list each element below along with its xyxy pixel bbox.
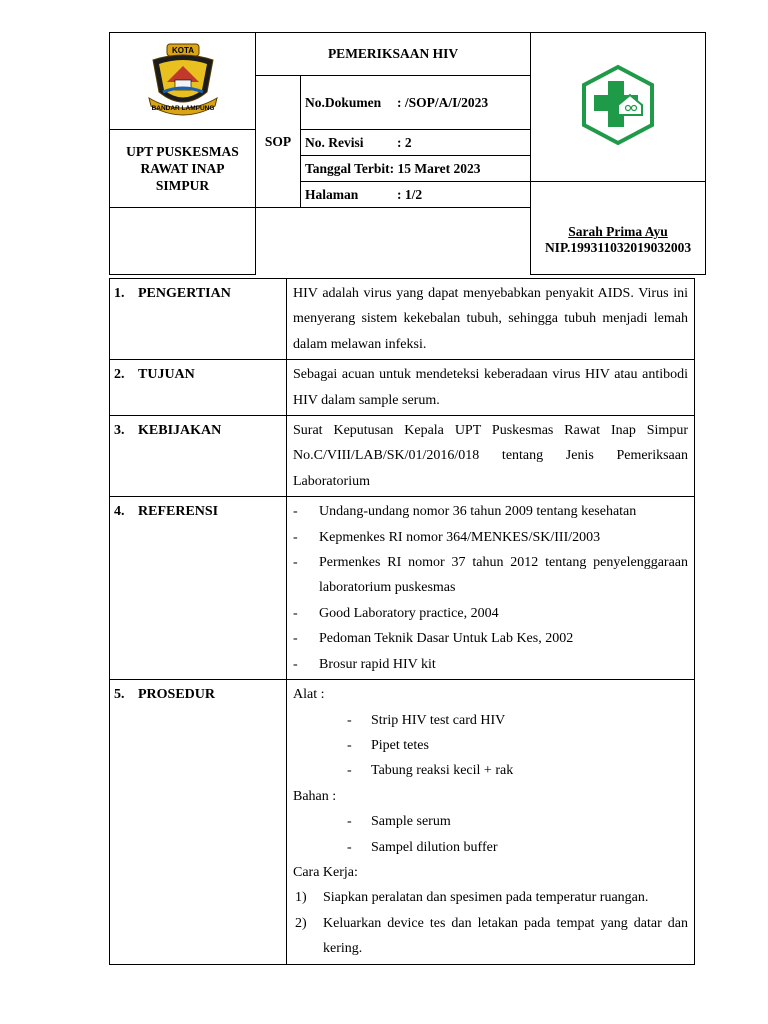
- svg-text:BANDAR LAMPUNG: BANDAR LAMPUNG: [151, 104, 214, 112]
- section-kebijakan: [110, 416, 695, 497]
- sop-label: SOP: [256, 76, 301, 208]
- section-content: [287, 497, 695, 680]
- meta-value: : /SOP/A/I/2023: [397, 94, 489, 110]
- meta-value: : 2: [397, 134, 412, 150]
- section-tujuan: [110, 360, 695, 416]
- section-text: Sebagai acuan untuk mendeteksi keberadaan virus HIV atau antibodi HIV dalam sample serum.: [287, 360, 695, 416]
- meta-value: : 15 Maret 2023: [389, 160, 481, 176]
- meta-key: Tanggal Terbit: [305, 160, 390, 176]
- signer-name: Sarah Prima Ayu: [568, 224, 668, 239]
- list-item: 1) Siapkan peralatan dan spesimen pada temperatur ruangan.: [295, 890, 649, 906]
- section-label: 2. TUJUAN: [110, 360, 287, 416]
- section-pengertian: [110, 279, 695, 360]
- meta-no-revisi: [301, 130, 531, 156]
- list-item: - Permenkes RI nomor 37 tahun 2012 tentang penyelenggaraan laboratorium puskesmas: [293, 555, 688, 596]
- cara-kerja-label: Cara Kerja:: [293, 864, 358, 880]
- sop-content-table: [109, 278, 695, 965]
- bandar-lampung-logo: [145, 42, 221, 116]
- list-item: - Sample serum: [347, 814, 451, 830]
- bahan-list: [293, 809, 688, 860]
- meta-empty-cell: [110, 208, 256, 275]
- meta-key: No. Revisi: [305, 134, 364, 150]
- section-prosedur: [110, 680, 695, 964]
- signer-nip: NIP.199311032019032003: [544, 240, 692, 255]
- meta-no-dokumen: [301, 76, 531, 130]
- unit-name-text: UPT PUSKESMAS RAWAT INAP SIMPUR: [126, 144, 239, 193]
- signature-cell: [531, 182, 706, 275]
- list-item: - Strip HIV test card HIV: [347, 712, 506, 728]
- unit-name: [110, 130, 256, 208]
- bahan-label: Bahan :: [293, 788, 337, 804]
- meta-key: Halaman: [305, 186, 359, 202]
- section-referensi: [110, 497, 695, 680]
- svg-text:KOTA: KOTA: [171, 45, 194, 55]
- puskesmas-logo: [578, 63, 658, 147]
- section-label: 3. KEBIJAKAN: [110, 416, 287, 497]
- meta-key: No.Dokumen: [305, 94, 382, 110]
- section-text: HIV adalah virus yang dapat menyebabkan penyakit AIDS. Virus ini menyerang sistem kekebalan tubuh, sehingga tubuh menjadi lemah dalam melawan infeksi.: [287, 279, 695, 360]
- list-item: - Kepmenkes RI nomor 364/MENKES/SK/III/2003: [293, 529, 601, 545]
- section-label: 5. PROSEDUR: [110, 680, 287, 964]
- reference-list: [293, 499, 688, 677]
- list-item: - Tabung reaksi kecil + rak: [347, 763, 514, 779]
- alat-label: Alat :: [293, 687, 325, 703]
- sop-header-table: [109, 32, 706, 275]
- section-label: 4. REFERENSI: [110, 497, 287, 680]
- document-title: PEMERIKSAAN HIV: [256, 33, 531, 76]
- cara-kerja-steps: [293, 885, 688, 961]
- meta-value: : 1/2: [397, 186, 423, 202]
- list-item: 2) Keluarkan device tes dan letakan pada tempat yang datar dan kering.: [295, 915, 688, 957]
- section-content: [287, 680, 695, 964]
- list-item: - Undang-undang nomor 36 tahun 2009 tentang kesehatan: [293, 504, 637, 520]
- list-item: - Good Laboratory practice, 2004: [293, 605, 499, 621]
- list-item: - Pipet tetes: [347, 737, 429, 753]
- meta-halaman: [301, 182, 531, 208]
- section-text: Surat Keputusan Kepala UPT Puskesmas Rawat Inap Simpur No.C/VIII/LAB/SK/01/2016/018 tentang Jenis Pemeriksaan Laboratorium: [287, 416, 695, 497]
- section-label: 1. PENGERTIAN: [110, 279, 287, 360]
- puskesmas-logo-cell: [531, 33, 706, 182]
- alat-list: [293, 708, 688, 784]
- list-item: - Sampel dilution buffer: [347, 839, 498, 855]
- meta-tanggal-terbit: [301, 156, 531, 182]
- list-item: - Pedoman Teknik Dasar Untuk Lab Kes, 2002: [293, 631, 574, 647]
- city-logo-cell: [110, 33, 256, 130]
- list-item: - Brosur rapid HIV kit: [293, 656, 436, 672]
